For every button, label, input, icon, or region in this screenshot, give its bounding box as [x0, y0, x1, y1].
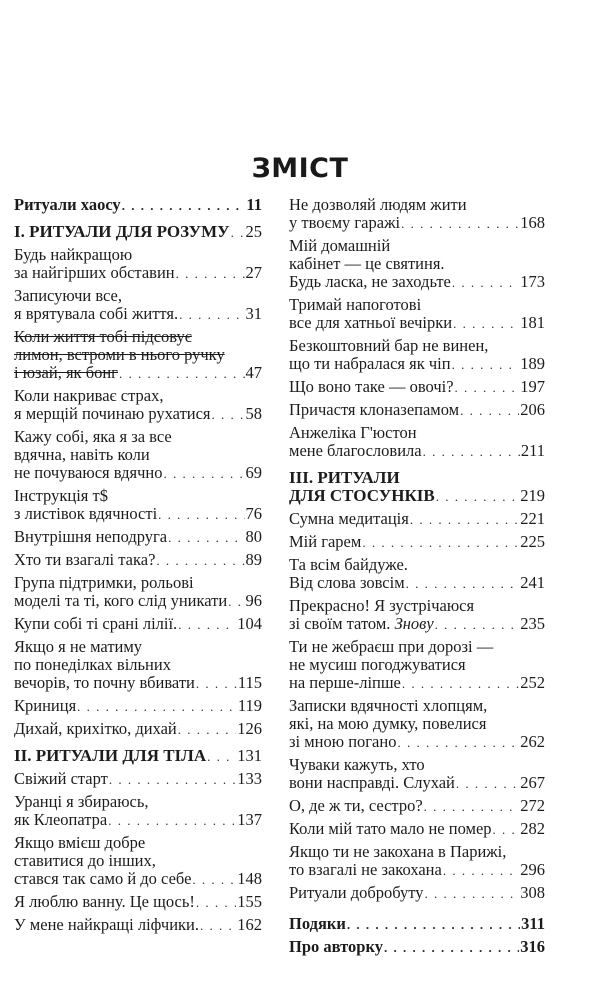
toc-entry-last-line	[289, 861, 545, 880]
toc-entry-title-line: Чуваки кажуть, хто	[289, 755, 425, 774]
toc-entry-last-line	[289, 314, 545, 333]
dot-leader	[362, 534, 519, 552]
toc-entry-last-line	[289, 820, 545, 839]
toc-entry-title: що ти набралася як чіп	[289, 354, 451, 373]
toc-entry[interactable]	[289, 697, 545, 752]
toc-entry-last-line	[289, 487, 545, 506]
toc-entry-title-line: Кажу собі, яка я за все	[14, 427, 172, 446]
page-number: 219	[520, 486, 545, 505]
toc-entry-title: І. РИТУАЛИ ДЛЯ РОЗУМУ	[14, 222, 230, 241]
page-number: 267	[520, 773, 545, 792]
toc-entry-title-line: ставитися до інших,	[14, 851, 156, 870]
toc-entry-last-line	[289, 915, 545, 934]
toc-entry-title-line: Мій домашній	[289, 236, 391, 255]
dot-leader	[436, 488, 520, 506]
page-number: 189	[520, 354, 545, 373]
page-number: 235	[520, 614, 545, 633]
dot-leader	[493, 821, 520, 839]
dot-leader	[435, 616, 520, 634]
page-number: 76	[245, 504, 262, 523]
dot-leader	[397, 734, 519, 752]
page-number: 211	[520, 441, 545, 460]
dot-leader	[122, 197, 246, 215]
toc-entry-title: Хто ти взагалі така?	[14, 550, 156, 569]
toc-entry[interactable]	[289, 938, 545, 957]
page-number: 241	[520, 573, 545, 592]
toc-entry-title: не почуваюся вдячно	[14, 463, 163, 482]
dot-leader	[455, 379, 520, 397]
dot-leader	[410, 511, 519, 529]
dot-leader	[406, 575, 520, 593]
page-number: 115	[237, 673, 262, 692]
toc-entry[interactable]	[14, 697, 262, 716]
toc-entry[interactable]	[289, 638, 545, 693]
page-number: 221	[520, 509, 545, 528]
toc-entry-last-line	[14, 592, 262, 611]
dot-leader	[168, 529, 244, 547]
page-number: 296	[520, 860, 545, 879]
dot-leader	[443, 862, 519, 880]
toc-entry[interactable]	[14, 551, 262, 570]
toc-entry-title-line: Коли життя тобі підсовує	[14, 327, 192, 346]
page-number: 11	[246, 195, 262, 214]
toc-entry-last-line	[14, 811, 262, 830]
page-number: 225	[520, 532, 545, 551]
toc-entry-title-line: Якщо я не матиму	[14, 637, 143, 656]
dot-leader	[456, 775, 519, 793]
toc-entry-title: Мій гарем	[289, 532, 362, 551]
page-number: 206	[520, 400, 545, 419]
toc-entry-last-line	[289, 214, 545, 233]
toc-entry[interactable]	[289, 237, 545, 292]
toc-entry-title: на перше-ліпше	[289, 673, 401, 692]
toc-entry[interactable]	[14, 287, 262, 324]
toc-entry-title: вечорів, то почну вбивати	[14, 673, 195, 692]
toc-entry-title-italic: Знову	[390, 614, 434, 633]
toc-entry-last-line	[14, 464, 262, 483]
page-number: 80	[245, 527, 262, 546]
toc-entry-title: Ритуали хаосу	[14, 195, 121, 214]
page-number: 58	[245, 404, 262, 423]
page-number: 252	[520, 673, 545, 692]
toc-entry-title-line: Будь найкращою	[14, 245, 133, 264]
toc-entry-title: Сумна медитація	[289, 509, 409, 528]
dot-leader	[178, 616, 236, 634]
toc-entry-title: У мене найкращі ліфчики.	[14, 915, 200, 934]
toc-entry-title: Купи собі ті срані лілії.	[14, 614, 178, 633]
dot-leader	[119, 365, 245, 383]
page-number: 131	[237, 746, 262, 765]
page-number: 96	[245, 591, 262, 610]
page-number: 316	[520, 937, 545, 956]
toc-entry-title-line: Тримай напоготові	[289, 295, 422, 314]
toc-entry-title-line: які, на мою думку, повелися	[289, 714, 487, 733]
toc-entry-last-line	[14, 505, 262, 524]
toc-entry[interactable]	[289, 469, 545, 506]
toc-entry-last-line	[289, 273, 545, 292]
page-number: 181	[520, 313, 545, 332]
toc-entry-last-line	[14, 551, 262, 570]
toc-entry[interactable]	[14, 638, 262, 693]
page-number: 282	[520, 819, 545, 838]
toc-entry[interactable]	[14, 328, 262, 383]
toc-entry[interactable]	[289, 296, 545, 333]
toc-entry-title: Свіжий старт	[14, 769, 108, 788]
page-number: 173	[520, 272, 545, 291]
toc-entry-title-line: Записки вдячності хлопцям,	[289, 696, 488, 715]
toc-entry-title-line: Група підтримки, рольові	[14, 573, 194, 592]
toc-entry[interactable]	[14, 196, 262, 215]
toc-entry-last-line	[289, 674, 545, 693]
dot-leader	[384, 939, 519, 957]
toc-entry[interactable]	[14, 387, 262, 424]
dot-leader	[423, 443, 520, 461]
toc-entry[interactable]	[289, 556, 545, 593]
toc-entry-title: зі мною погано	[289, 732, 397, 751]
toc-entry-title-line: Не дозволяй людям жити	[289, 195, 467, 214]
toc-entry-title: Подяки	[289, 914, 346, 933]
dot-leader	[453, 315, 519, 333]
toc-entry-last-line	[14, 305, 262, 324]
toc-entry-title: Ритуали добробуту	[289, 883, 424, 902]
toc-entry[interactable]	[289, 401, 545, 420]
toc-entry-title: я мерщій починаю рухатися	[14, 404, 211, 423]
page-number: 133	[237, 769, 262, 788]
toc-entry-last-line	[289, 884, 545, 903]
dot-leader	[212, 406, 245, 424]
toc-entry-title-line: Якщо ти не закохана в Парижі,	[289, 842, 507, 861]
dot-leader	[425, 885, 520, 903]
dot-leader	[156, 552, 244, 570]
dot-leader	[402, 675, 519, 693]
toc-entry-title-line: по понеділках вільних	[14, 655, 171, 674]
toc-entry[interactable]	[289, 597, 545, 634]
toc-entry-last-line	[14, 223, 262, 242]
toc-entry[interactable]	[14, 834, 262, 889]
toc-entry[interactable]	[14, 246, 262, 283]
toc-entry-title: Внутрішня неподруга	[14, 527, 168, 546]
toc-entry-title: Причастя клоназепамом	[289, 400, 460, 419]
toc-entry[interactable]	[289, 820, 545, 839]
toc-entry[interactable]	[289, 915, 545, 934]
toc-entry[interactable]	[14, 487, 262, 524]
toc-entry[interactable]	[14, 916, 262, 935]
dot-leader	[178, 721, 236, 739]
dot-leader	[424, 798, 520, 816]
dot-leader	[200, 917, 236, 935]
toc-left-column	[14, 196, 262, 939]
toc-entry[interactable]	[14, 223, 262, 242]
page-number: 69	[245, 463, 262, 482]
toc-entry-title-line: Коли накриває страх,	[14, 386, 164, 405]
dot-leader	[347, 916, 520, 934]
page-number: 126	[237, 719, 262, 738]
toc-entry-title-line: Записуючи все,	[14, 286, 123, 305]
toc-entry-last-line	[289, 938, 545, 957]
toc-entry[interactable]	[289, 797, 545, 816]
toc-entry-title: ДЛЯ СТОСУНКІВ	[289, 486, 435, 505]
toc-entry-last-line	[289, 797, 545, 816]
toc-entry[interactable]	[289, 756, 545, 793]
toc-entry-title: Я люблю ванну. Це щось!	[14, 892, 195, 911]
toc-entry-last-line	[14, 870, 262, 889]
page-number: 311	[521, 914, 545, 933]
page-number: 162	[237, 915, 262, 934]
toc-entry-title: я врятувала собі життя.	[14, 304, 179, 323]
toc-entry[interactable]	[14, 615, 262, 634]
page-number: 104	[237, 614, 262, 633]
toc-entry-last-line	[14, 916, 262, 935]
toc-entry[interactable]	[289, 337, 545, 374]
toc-entry[interactable]	[14, 793, 262, 830]
page-number: 155	[237, 892, 262, 911]
dot-leader	[176, 265, 245, 283]
toc-entry[interactable]	[289, 533, 545, 552]
dot-leader	[163, 465, 244, 483]
page-number: 25	[245, 222, 262, 241]
page-number: 119	[237, 696, 262, 715]
dot-leader	[452, 274, 519, 292]
toc-entry[interactable]	[14, 428, 262, 483]
toc-entry-title: моделі та ті, кого слід уникати	[14, 591, 228, 610]
toc-entry-title: стався так само й до себе	[14, 869, 192, 888]
toc-entry-title-line: Прекрасно! Я зустрічаюся	[289, 596, 475, 615]
toc-entry-title-line: Анжеліка Г'юстон	[289, 423, 417, 442]
toc-entry-last-line	[289, 574, 545, 593]
toc-entry[interactable]	[289, 884, 545, 903]
toc-entry-title: за найгірших обставин	[14, 263, 175, 282]
toc-entry-last-line	[14, 196, 262, 215]
toc-entry-last-line	[289, 615, 545, 634]
toc-entry-last-line	[14, 264, 262, 283]
toc-entry-title: у твоєму гаражі	[289, 213, 401, 232]
toc-entry-title-line: Та всім байдуже.	[289, 555, 408, 574]
toc-entry[interactable]	[289, 378, 545, 397]
toc-entry-last-line	[289, 442, 545, 461]
toc-entry-title: вони насправді. Слухай	[289, 773, 455, 792]
dot-leader	[231, 224, 245, 242]
page-number: 148	[237, 869, 262, 888]
toc-entry-last-line	[289, 355, 545, 374]
toc-entry-title-line: Ти не жебраєш при дорозі —	[289, 637, 494, 656]
page-number: 272	[520, 796, 545, 815]
dot-leader	[207, 748, 236, 766]
dot-leader	[158, 506, 244, 524]
toc-entry-title: і юзай, як бонг	[14, 363, 118, 382]
dot-leader	[452, 356, 520, 374]
dot-leader	[109, 771, 236, 789]
toc-entry-last-line	[289, 510, 545, 529]
toc-entry-title-line: не мусиш погоджуватися	[289, 655, 466, 674]
toc-entry-title: ІІ. РИТУАЛИ ДЛЯ ТІЛА	[14, 746, 207, 765]
page-number: 137	[237, 810, 262, 829]
dot-leader	[179, 306, 244, 324]
dot-leader	[196, 894, 236, 912]
page-number: 262	[520, 732, 545, 751]
dot-leader	[108, 812, 236, 830]
toc-entry[interactable]	[14, 747, 262, 766]
toc-entry-title: Що воно таке — овочі?	[289, 377, 454, 396]
toc-entry-last-line	[289, 378, 545, 397]
toc-entry[interactable]	[289, 510, 545, 529]
dot-leader	[401, 215, 519, 233]
toc-entry[interactable]	[14, 720, 262, 739]
page-number: 168	[520, 213, 545, 232]
toc-entry-title: як Клеопатра	[14, 810, 108, 829]
toc-entry-title: О, де ж ти, сестро?	[289, 796, 423, 815]
toc-right-column	[289, 196, 545, 961]
toc-entry-title-line: Уранці я збираюсь,	[14, 792, 149, 811]
toc-entry-last-line	[289, 533, 545, 552]
dot-leader	[196, 675, 237, 693]
toc-entry-title: Від слова зовсім	[289, 573, 405, 592]
toc-entry-last-line	[14, 405, 262, 424]
toc-entry-last-line	[289, 401, 545, 420]
toc-entry-title-line: ІІІ. РИТУАЛИ	[289, 468, 400, 487]
toc-entry-title-line: Безкоштовний бар не винен,	[289, 336, 489, 355]
toc-entry-title: Коли мій тато мало не помер	[289, 819, 492, 838]
toc-entry-title: Криниця	[14, 696, 77, 715]
toc-entry-title: то взагалі не закохана	[289, 860, 442, 879]
toc-entry-last-line	[14, 770, 262, 789]
page-number: 31	[245, 304, 262, 323]
toc-entry-title-line: кабінет — це святиня.	[289, 254, 445, 273]
toc-entry-last-line	[14, 697, 262, 716]
toc-entry[interactable]	[289, 196, 545, 233]
page-title: ЗМІСТ	[251, 153, 349, 184]
toc-entry-last-line	[14, 893, 262, 912]
toc-entry-last-line	[14, 364, 262, 383]
toc-entry-last-line	[14, 615, 262, 634]
dot-leader	[228, 593, 244, 611]
toc-entry-title-line: Інструкція т$	[14, 486, 108, 505]
toc-entry-last-line	[289, 733, 545, 752]
toc-entry-title: Про авторку	[289, 937, 383, 956]
toc-entry-last-line	[14, 747, 262, 766]
toc-entry-title: Дихай, крихітко, дихай	[14, 719, 177, 738]
page-number: 89	[245, 550, 262, 569]
toc-entry-last-line	[289, 774, 545, 793]
page-number: 27	[245, 263, 262, 282]
toc-entry-title-line: лимон, встроми в нього ручку	[14, 345, 225, 364]
toc-entry-title: зі своїм татом.	[289, 614, 391, 633]
toc-entry[interactable]	[14, 574, 262, 611]
toc-entry-last-line	[14, 674, 262, 693]
toc-entry[interactable]	[14, 893, 262, 912]
dot-leader	[460, 402, 519, 420]
toc-entry-title: Будь ласка, не заходьте	[289, 272, 451, 291]
toc-entry-title-line: вдячна, навіть коли	[14, 445, 150, 464]
toc-entry[interactable]	[289, 424, 545, 461]
toc-entry-title: все для хатньої вечірки	[289, 313, 453, 332]
toc-entry[interactable]	[14, 770, 262, 789]
dot-leader	[77, 698, 237, 716]
toc-entry-title: з листівок вдячності	[14, 504, 158, 523]
page-number: 308	[520, 883, 545, 902]
dot-leader	[192, 871, 236, 889]
page-number: 47	[245, 363, 262, 382]
toc-entry[interactable]	[289, 843, 545, 880]
toc-entry[interactable]	[14, 528, 262, 547]
toc-entry-title-line: Якщо вмієш добре	[14, 833, 146, 852]
toc-entry-last-line	[14, 528, 262, 547]
toc-entry-last-line	[14, 720, 262, 739]
page-number: 197	[520, 377, 545, 396]
toc-entry-title: мене благословила	[289, 441, 422, 460]
